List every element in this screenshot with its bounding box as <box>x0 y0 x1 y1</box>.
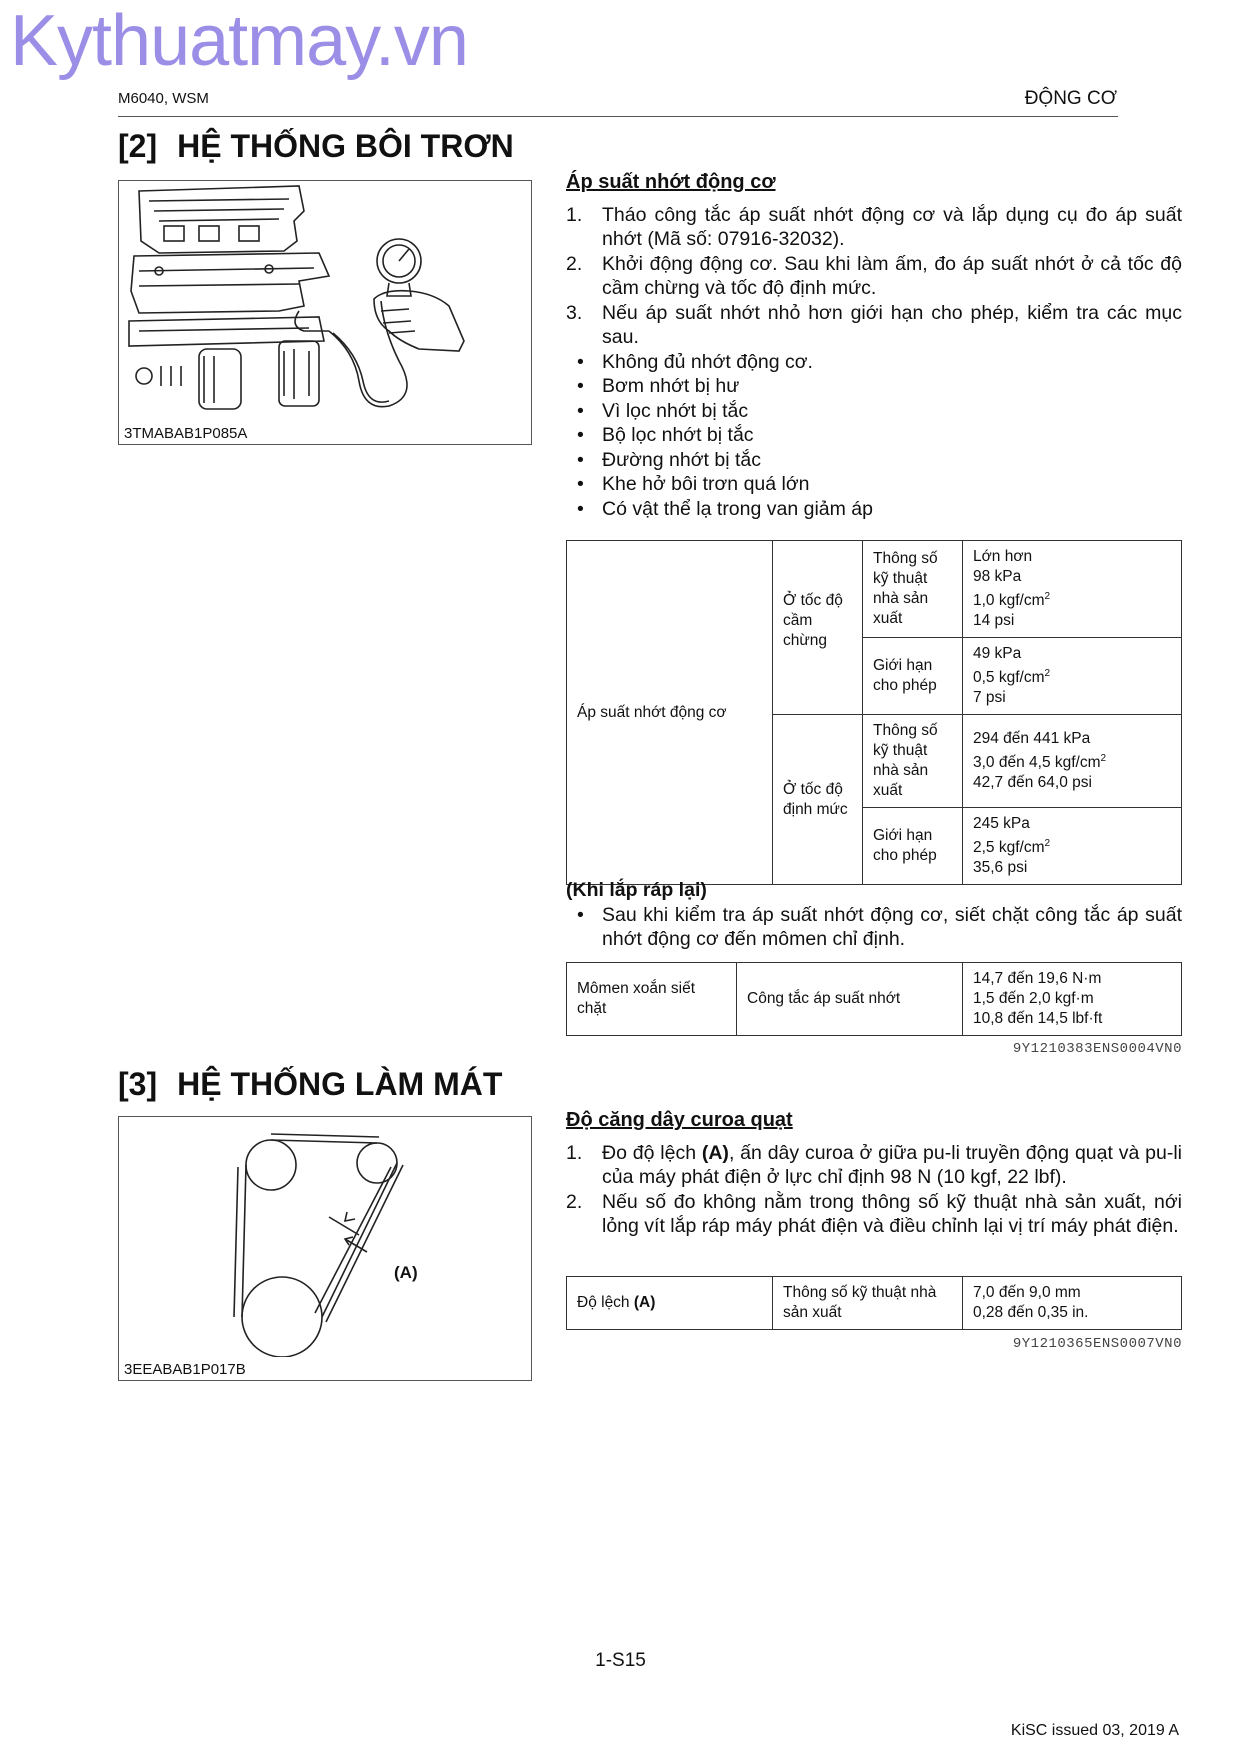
step-item: 1. Đo độ lệch (A), ấn dây curoa ở giữa pu-li truyền động quạt và pu-li của máy phát điện ở lực chỉ định 98 N (10 kgf, 22 lbf). <box>566 1141 1182 1188</box>
steps-list <box>566 203 1182 350</box>
step-text: Tháo công tắc áp suất nhớt động cơ và lắp dụng cụ đo áp suất nhớt (Mã số: 07916-32032). <box>602 203 1182 250</box>
reference-code: 9Y1210383ENS0004VN0 <box>1012 1041 1182 1057</box>
check-item: • Đường nhớt bị tắc <box>577 448 761 471</box>
rated-spec-cell: 294 đến 441 kPa 3,0 đến 4,5 kgf/$cm^2$ 42,7 đến 64,0 psi <box>963 715 1182 808</box>
idle-speed-cell: Ở tốc độ cầm chừng <box>773 541 863 715</box>
step-item <box>566 203 1182 252</box>
reassembly-item: • Sau khi kiểm tra áp suất nhớt động cơ, siết chặt công tắc áp suất nhớt động cơ đến mômen chỉ định. <box>577 903 1182 950</box>
limit-label-cell: Giới hạn cho phép <box>863 638 963 715</box>
spec-label-cell: Thông số kỹ thuật nhà sản xuất <box>773 1277 963 1330</box>
check-item: • Vì lọc nhớt bị tắc <box>577 399 749 422</box>
fan-belt-section <box>566 1108 1182 1239</box>
deflection-label-cell: Độ lệch (A) <box>567 1277 773 1330</box>
step-item: 2. Nếu số đo không nằm trong thông số kỹ thuật nhà sản xuất, nới lỏng vít lắp ráp máy phát điện và điều chỉnh lại vị trí máy phát điện. <box>566 1190 1182 1237</box>
spec-label-cell: Thông số kỹ thuật nhà sản xuất <box>863 541 963 638</box>
reassembly-note <box>566 878 1182 952</box>
issued-note: KiSC issued 03, 2019 A <box>1010 1722 1179 1739</box>
subheading: Áp suất nhớt động cơ <box>566 171 776 193</box>
check-item: • Khe hở bôi trơn quá lớn <box>577 473 810 495</box>
section-2-title <box>118 128 514 165</box>
step-number: 3. <box>566 301 583 324</box>
step-number: 2. <box>566 252 583 275</box>
subheading: Độ căng dây curoa quạt <box>566 1109 793 1131</box>
oil-pressure-section <box>566 170 1182 521</box>
figure-caption: 3EEABAB1P017B <box>124 1361 246 1378</box>
limit-label-cell: Giới hạn cho phép <box>863 808 963 885</box>
deflection-value-cell: 7,0 đến 9,0 mm 0,28 đến 0,35 in. <box>963 1277 1182 1330</box>
torque-part-cell: Công tắc áp suất nhớt <box>737 963 963 1036</box>
torque-label-cell: Mômen xoắn siết chặt <box>567 963 737 1036</box>
header-chapter: ĐỘNG CƠ <box>1024 88 1117 109</box>
table-item-cell: Áp suất nhớt động cơ <box>567 541 773 885</box>
section-title-text: HỆ THỐNG BÔI TRƠN <box>177 128 514 164</box>
header-rule <box>118 116 1118 117</box>
torque-value-cell: 14,7 đến 19,6 N·m 1,5 đến 2,0 kgf·m 10,8 đến 14,5 lbf·ft <box>963 963 1182 1036</box>
spec-label-cell: Thông số kỹ thuật nhà sản xuất <box>863 715 963 808</box>
section-title-text: HỆ THỐNG LÀM MÁT <box>177 1066 503 1102</box>
step-item <box>566 252 1182 301</box>
check-item: • Có vật thể lạ trong van giảm áp <box>577 497 873 520</box>
reassembly-heading: (Khi lắp ráp lại) <box>566 879 707 901</box>
page-number: 1-S15 <box>595 1650 646 1671</box>
deflection-label: (A) <box>394 1263 418 1282</box>
step-text: Khởi động động cơ. Sau khi làm ấm, đo áp suất nhớt ở cả tốc độ cầm chừng và tốc độ định mức. <box>602 252 1182 299</box>
section-number: [2] <box>118 128 158 164</box>
reference-code: 9Y1210365ENS0007VN0 <box>1012 1336 1182 1352</box>
engine-gauge-illustration <box>119 181 531 421</box>
steps-list <box>566 1141 1182 1239</box>
step-text: Nếu áp suất nhớt nhỏ hơn giới hạn cho phép, kiểm tra các mục sau. <box>602 301 1182 348</box>
idle-spec-cell: Lớn hơn 98 kPa 1,0 kgf/$cm^2$ 14 psi <box>963 541 1182 638</box>
rated-limit-cell: 245 kPa 2,5 kgf/$cm^2$ 35,6 psi <box>963 808 1182 885</box>
fan-belt-figure <box>118 1116 532 1381</box>
check-item: • Không đủ nhớt động cơ. <box>577 350 813 373</box>
idle-limit-cell: 49 kPa 0,5 kgf/$cm^2$ 7 psi <box>963 638 1182 715</box>
check-item: • Bơm nhớt bị hư <box>577 375 740 397</box>
check-item: • Bộ lọc nhớt bị tắc <box>577 424 754 446</box>
figure-caption: 3TMABAB1P085A <box>124 425 248 442</box>
belt-pulley-illustration <box>119 1117 531 1357</box>
watermark: Kythuatmay.vn <box>10 1 468 81</box>
section-number: [3] <box>118 1066 158 1102</box>
rated-speed-cell: Ở tốc độ định mức <box>773 715 863 885</box>
check-list <box>566 350 1182 522</box>
step-item <box>566 301 1182 350</box>
header-model: M6040, WSM <box>118 90 209 107</box>
oil-pressure-table <box>566 540 1182 885</box>
torque-table <box>566 962 1182 1036</box>
step-number: 1. <box>566 203 583 226</box>
belt-deflection-table <box>566 1276 1182 1330</box>
section-3-title <box>118 1066 502 1103</box>
oil-pressure-figure <box>118 180 532 445</box>
